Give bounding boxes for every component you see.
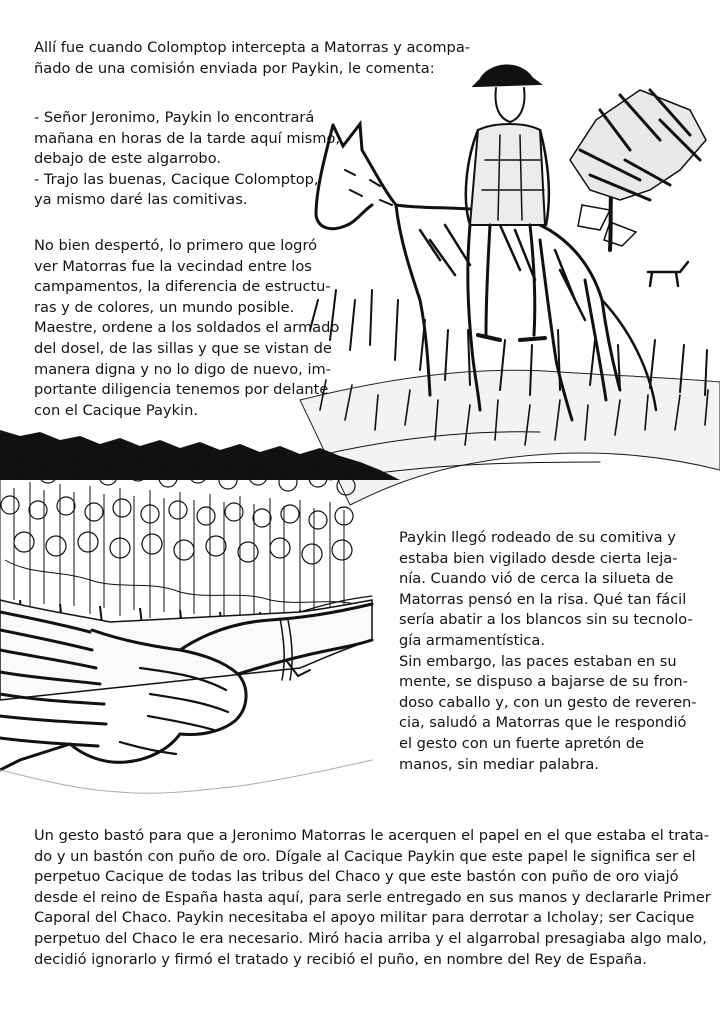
treaty-line: perpetuo del Chaco le era necesario. Miró hacia arriba y el algarrobal presagiaba algo malo, xyxy=(34,929,707,947)
awakening-line: manera digna y no lo digo de nuevo, im- xyxy=(34,360,331,378)
arrival-line: nía. Cuando vió de cerca la silueta de xyxy=(399,570,674,588)
arrival-line: manos, sin mediar palabra. xyxy=(399,755,599,773)
treaty-line: Un gesto bastó para que a Jeronimo Matorras le acerquen el papel en el que estaba el trata- xyxy=(34,827,709,844)
arrival-line: doso caballo y, con un gesto de reveren- xyxy=(399,693,697,711)
treaty-paragraph xyxy=(34,826,711,970)
arrival-line: gía armamentística. xyxy=(399,631,545,649)
arrival-line: estaba bien vigilado desde cierta leja- xyxy=(399,549,678,567)
arrival-paragraph xyxy=(399,528,697,775)
treaty-line: do y un bastón con puño de oro. Dígale al Cacique Paykin que este papel le significa ser el xyxy=(34,847,696,865)
awakening-line: ras y de colores, un mundo posible. xyxy=(34,298,295,316)
arrival-line: Sin embargo, las paces estaban en su xyxy=(399,652,677,670)
intro-line: Allí fue cuando Colomptop intercepta a Matorras y acompa- xyxy=(34,39,471,56)
awakening-line: ver Matorras fue la vecindad entre los xyxy=(34,257,312,275)
awakening-line: con el Cacique Paykin. xyxy=(34,401,198,419)
handshake-illustration xyxy=(0,596,372,793)
intro-line: ñado de una comisión enviada por Paykin, le comenta: xyxy=(34,59,435,77)
arrival-line: sería abatir a los blancos sin su tecnolo- xyxy=(399,611,693,629)
treaty-line: decidió ignorarlo y firmó el tratado y recibió el puño, en nombre del Rey de España. xyxy=(34,950,647,968)
treaty-line: desde el reino de España hasta aquí, para serle entregado en sus manos y declararle Primer xyxy=(34,888,711,906)
dialogue-line: ya mismo daré las comitivas. xyxy=(34,191,248,209)
awakening-line: portante diligencia tenemos por delante xyxy=(34,381,329,399)
arrival-line: cia, saludó a Matorras que le respondió xyxy=(399,714,687,732)
awakening-paragraph xyxy=(34,236,339,421)
rider-on-horse-illustration xyxy=(300,65,720,505)
arrival-line: Matorras pensó en la risa. Qué tan fácil xyxy=(399,590,687,608)
arrival-line: Paykin llegó rodeado de su comitiva y xyxy=(399,529,676,546)
dialogue-line: - Señor Jeronimo, Paykin lo encontrará xyxy=(34,109,315,126)
dialogue-line: - Trajo las buenas, Cacique Colomptop, xyxy=(34,170,319,188)
dialogue-paragraph xyxy=(34,108,340,211)
awakening-line: Maestre, ordene a los soldados el armado xyxy=(34,319,340,337)
arrival-line: mente, se dispuso a bajarse de su fron- xyxy=(399,673,688,691)
awakening-line: del dosel, de las sillas y que se vistan de xyxy=(34,339,332,357)
awakening-line: campamentos, la diferencia de estructu- xyxy=(34,278,331,296)
treaty-line: perpetuo Cacique de todas las tribus del Chaco y que este bastón con puño de oro viajó xyxy=(34,868,679,886)
arrival-line: el gesto con un fuerte apretón de xyxy=(399,734,645,752)
dialogue-line: debajo de este algarrobo. xyxy=(34,150,222,168)
intro-paragraph xyxy=(34,38,470,79)
treaty-line: Caporal del Chaco. Paykin necesitaba el apoyo militar para derrotar a Icholay; ser Cacique xyxy=(34,909,695,927)
awakening-line: No bien despertó, lo primero que logró xyxy=(34,237,318,254)
dialogue-line: mañana en horas de la tarde aquí mismo, xyxy=(34,129,341,147)
